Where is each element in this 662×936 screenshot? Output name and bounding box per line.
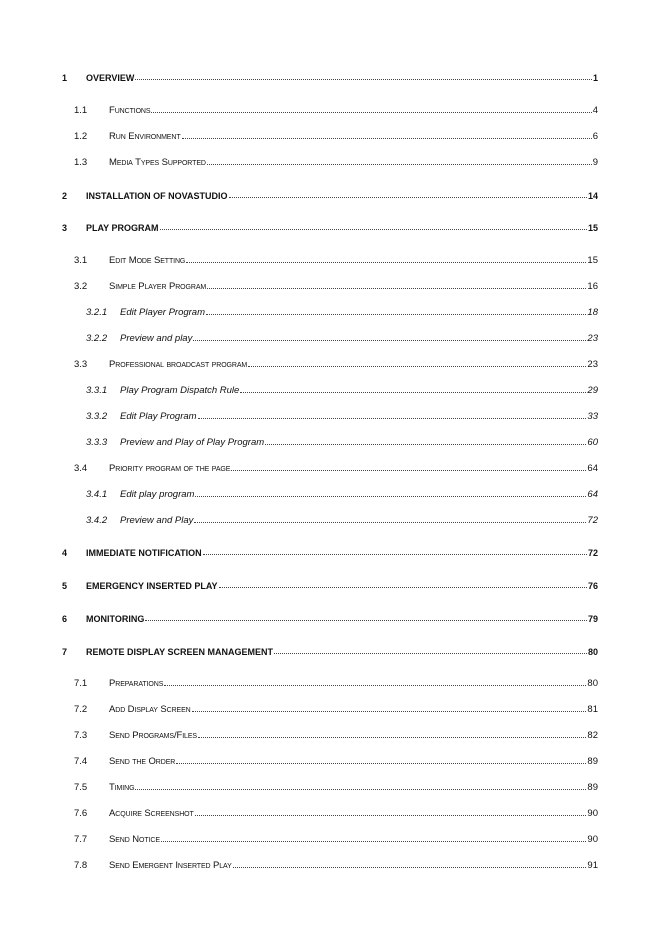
dot-leader	[206, 314, 586, 315]
toc-entry-title[interactable]: Media Types Supported	[109, 157, 206, 168]
dot-leader	[192, 711, 587, 712]
toc-entry[interactable]	[62, 408, 598, 422]
dot-leader	[207, 164, 592, 165]
toc-entry[interactable]	[62, 330, 598, 344]
toc-entry-title[interactable]: Preview and play	[120, 333, 193, 344]
toc-entry[interactable]	[62, 434, 598, 448]
toc-entry[interactable]	[62, 187, 598, 201]
toc-entry-title[interactable]: Acquire Screenshot	[109, 808, 194, 819]
dot-leader	[135, 789, 586, 790]
toc-entry-page-number[interactable]: 91	[587, 860, 598, 871]
toc-entry-number: 1.3	[74, 157, 88, 168]
toc-entry-number: 3.4.2	[86, 515, 108, 526]
toc-entry-page-number[interactable]: 16	[587, 281, 598, 292]
dot-leader	[231, 470, 586, 471]
dot-leader	[207, 288, 586, 289]
toc-entry-page-number[interactable]: 15	[587, 255, 598, 266]
toc-entry-title[interactable]: OVERVIEW	[86, 73, 135, 83]
toc-entry[interactable]	[62, 675, 598, 689]
toc-entry-page-number[interactable]: 72	[587, 515, 598, 526]
toc-entry-page-number[interactable]: 6	[592, 131, 598, 142]
toc-entry[interactable]	[62, 69, 598, 83]
toc-entry[interactable]	[62, 831, 598, 845]
dot-leader	[265, 444, 586, 445]
toc-entry-number: 3	[62, 223, 68, 233]
toc-entry-number: 3.4.1	[86, 489, 108, 500]
dot-leader	[161, 841, 587, 842]
toc-entry[interactable]	[62, 128, 598, 142]
toc-entry-title[interactable]: Send Emergent Inserted Play	[109, 860, 232, 871]
toc-entry[interactable]	[62, 512, 598, 526]
toc-entry-number: 3.3.3	[86, 437, 108, 448]
toc-entry-number: 4	[62, 548, 68, 558]
toc-entry-number: 5	[62, 581, 68, 591]
toc-entry-title[interactable]: Run Environment	[109, 131, 181, 142]
dot-leader	[135, 79, 592, 80]
toc-entry-number: 1.1	[74, 105, 88, 116]
dot-leader	[186, 262, 586, 263]
toc-entry-title[interactable]: Timing	[109, 782, 135, 793]
toc-entry-number: 7.1	[74, 678, 88, 689]
toc-entry-title[interactable]: Preparations	[109, 678, 164, 689]
toc-entry-number: 3.1	[74, 255, 88, 266]
toc-entry-page-number[interactable]: 79	[587, 614, 598, 624]
dot-leader	[193, 340, 586, 341]
toc-entry[interactable]	[62, 643, 598, 657]
toc-entry[interactable]	[62, 727, 598, 741]
toc-entry-number: 6	[62, 614, 68, 624]
toc-entry-title[interactable]: Priority program of the page	[109, 463, 231, 474]
dot-leader	[194, 522, 586, 523]
toc-entry-page-number[interactable]: 15	[587, 223, 598, 233]
toc-entry-number: 7	[62, 647, 68, 657]
dot-leader	[219, 587, 587, 588]
toc-entry-page-number[interactable]: 80	[587, 647, 598, 657]
toc-entry-title[interactable]: IMMEDIATE NOTIFICATION	[86, 548, 202, 558]
toc-entry[interactable]	[62, 857, 598, 871]
toc-entry[interactable]	[62, 779, 598, 793]
toc-entry-number: 3.2.1	[86, 307, 108, 318]
toc-entry[interactable]	[62, 460, 598, 474]
toc-entry-page-number[interactable]: 90	[587, 834, 598, 845]
toc-entry[interactable]	[62, 356, 598, 370]
toc-entry-title[interactable]: EMERGENCY INSERTED PLAY	[86, 581, 218, 591]
toc-entry-page-number[interactable]: 82	[587, 730, 598, 741]
dot-leader	[151, 112, 591, 113]
toc-entry-number: 2	[62, 191, 68, 201]
toc-entry[interactable]	[62, 382, 598, 396]
dot-leader	[198, 737, 586, 738]
dot-leader	[182, 138, 592, 139]
toc-entry[interactable]	[62, 577, 598, 591]
toc-entry-page-number[interactable]: 4	[592, 105, 598, 116]
dot-leader	[203, 554, 587, 555]
dot-leader	[198, 418, 587, 419]
toc-entry-number: 7.5	[74, 782, 88, 793]
toc-entry-title[interactable]: Simple Player Program	[109, 281, 207, 292]
toc-entry-page-number[interactable]: 72	[587, 548, 598, 558]
toc-entry-page-number[interactable]: 1	[592, 73, 598, 83]
toc-entry-page-number[interactable]: 33	[587, 411, 598, 422]
toc-entry-title[interactable]: Edit Player Program	[120, 307, 206, 318]
toc-entry[interactable]	[62, 278, 598, 292]
toc-entry-number: 7.8	[74, 860, 88, 871]
toc-entry-title[interactable]: Functions	[109, 105, 151, 116]
dot-leader	[145, 620, 587, 621]
toc-entry-title[interactable]: MONITORING	[86, 614, 145, 624]
toc-entry-title[interactable]: Edit Mode Setting	[109, 255, 186, 266]
toc-entry-number: 3.3	[74, 359, 88, 370]
toc-entry-page-number[interactable]: 89	[587, 756, 598, 767]
dot-leader	[195, 815, 587, 816]
toc-entry-page-number[interactable]: 23	[587, 333, 598, 344]
dot-leader	[195, 496, 586, 497]
toc-entry[interactable]	[62, 252, 598, 266]
toc-entry-number: 3.4	[74, 463, 88, 474]
toc-entry-number: 3.2	[74, 281, 88, 292]
toc-entry-title[interactable]: Add Display Screen	[109, 704, 191, 715]
toc-entry-page-number[interactable]: 76	[587, 581, 598, 591]
toc-entry-page-number[interactable]: 81	[587, 704, 598, 715]
toc-entry-title[interactable]: Edit Play Program	[120, 411, 197, 422]
toc-entry[interactable]	[62, 805, 598, 819]
toc-entry-title[interactable]: Preview and Play of Play Program	[120, 437, 265, 448]
toc-entry-number: 1.2	[74, 131, 88, 142]
toc-entry-title[interactable]: Send the Order	[109, 756, 176, 767]
toc-entry-page-number[interactable]: 14	[587, 191, 598, 201]
toc-entry-title[interactable]: Play Program Dispatch Rule	[120, 385, 240, 396]
toc-entry-number: 1	[62, 73, 68, 83]
toc-entry-number: 7.7	[74, 834, 88, 845]
dot-leader	[233, 867, 587, 868]
toc-entry[interactable]	[62, 219, 598, 233]
dot-leader	[229, 197, 587, 198]
toc-entry-number: 7.4	[74, 756, 88, 767]
toc-entry-title[interactable]: INSTALLATION OF NOVASTUDIO	[86, 191, 228, 201]
toc-entry-page-number[interactable]: 23	[587, 359, 598, 370]
toc-entry-page-number[interactable]: 9	[592, 157, 598, 168]
toc-entry[interactable]	[62, 304, 598, 318]
toc-entry-page-number[interactable]: 90	[587, 808, 598, 819]
toc-entry[interactable]	[62, 701, 598, 715]
toc-entry-page-number[interactable]: 18	[587, 307, 598, 318]
toc-entry-number: 3.3.1	[86, 385, 108, 396]
toc-entry-number: 3.3.2	[86, 411, 108, 422]
toc-entry-title[interactable]: Preview and Play	[120, 515, 194, 526]
toc-entry-page-number[interactable]: 80	[587, 678, 598, 689]
toc-entry[interactable]	[62, 102, 598, 116]
toc-entry-number: 7.2	[74, 704, 88, 715]
toc-entry-title[interactable]: Edit play program	[120, 489, 195, 500]
toc-entry-number: 7.3	[74, 730, 88, 741]
dot-leader	[164, 685, 586, 686]
toc-entry[interactable]	[62, 544, 598, 558]
toc-entry[interactable]	[62, 610, 598, 624]
toc-entry[interactable]	[62, 753, 598, 767]
dot-leader	[176, 763, 586, 764]
toc-entry[interactable]	[62, 154, 598, 168]
toc-entry-title[interactable]: Professional broadcast program	[109, 359, 248, 370]
toc-entry-page-number[interactable]: 64	[587, 463, 598, 474]
toc-entry-number: 3.2.2	[86, 333, 108, 344]
toc-entry-title[interactable]: REMOTE DISPLAY SCREEN MANAGEMENT	[86, 647, 274, 657]
toc-entry-page-number[interactable]: 29	[587, 385, 598, 396]
toc-entry-title[interactable]: Send Notice	[109, 834, 160, 845]
dot-leader	[248, 366, 586, 367]
dot-leader	[240, 392, 586, 393]
toc-entry-title[interactable]: Send Programs/Files	[109, 730, 197, 741]
toc-entry-title[interactable]: PLAY PROGRAM	[86, 223, 159, 233]
toc-entry-page-number[interactable]: 60	[587, 437, 598, 448]
toc-entry[interactable]	[62, 486, 598, 500]
dot-leader	[274, 653, 587, 654]
dot-leader	[160, 229, 587, 230]
toc-entry-page-number[interactable]: 89	[587, 782, 598, 793]
toc-entry-page-number[interactable]: 64	[587, 489, 598, 500]
toc-entry-number: 7.6	[74, 808, 88, 819]
